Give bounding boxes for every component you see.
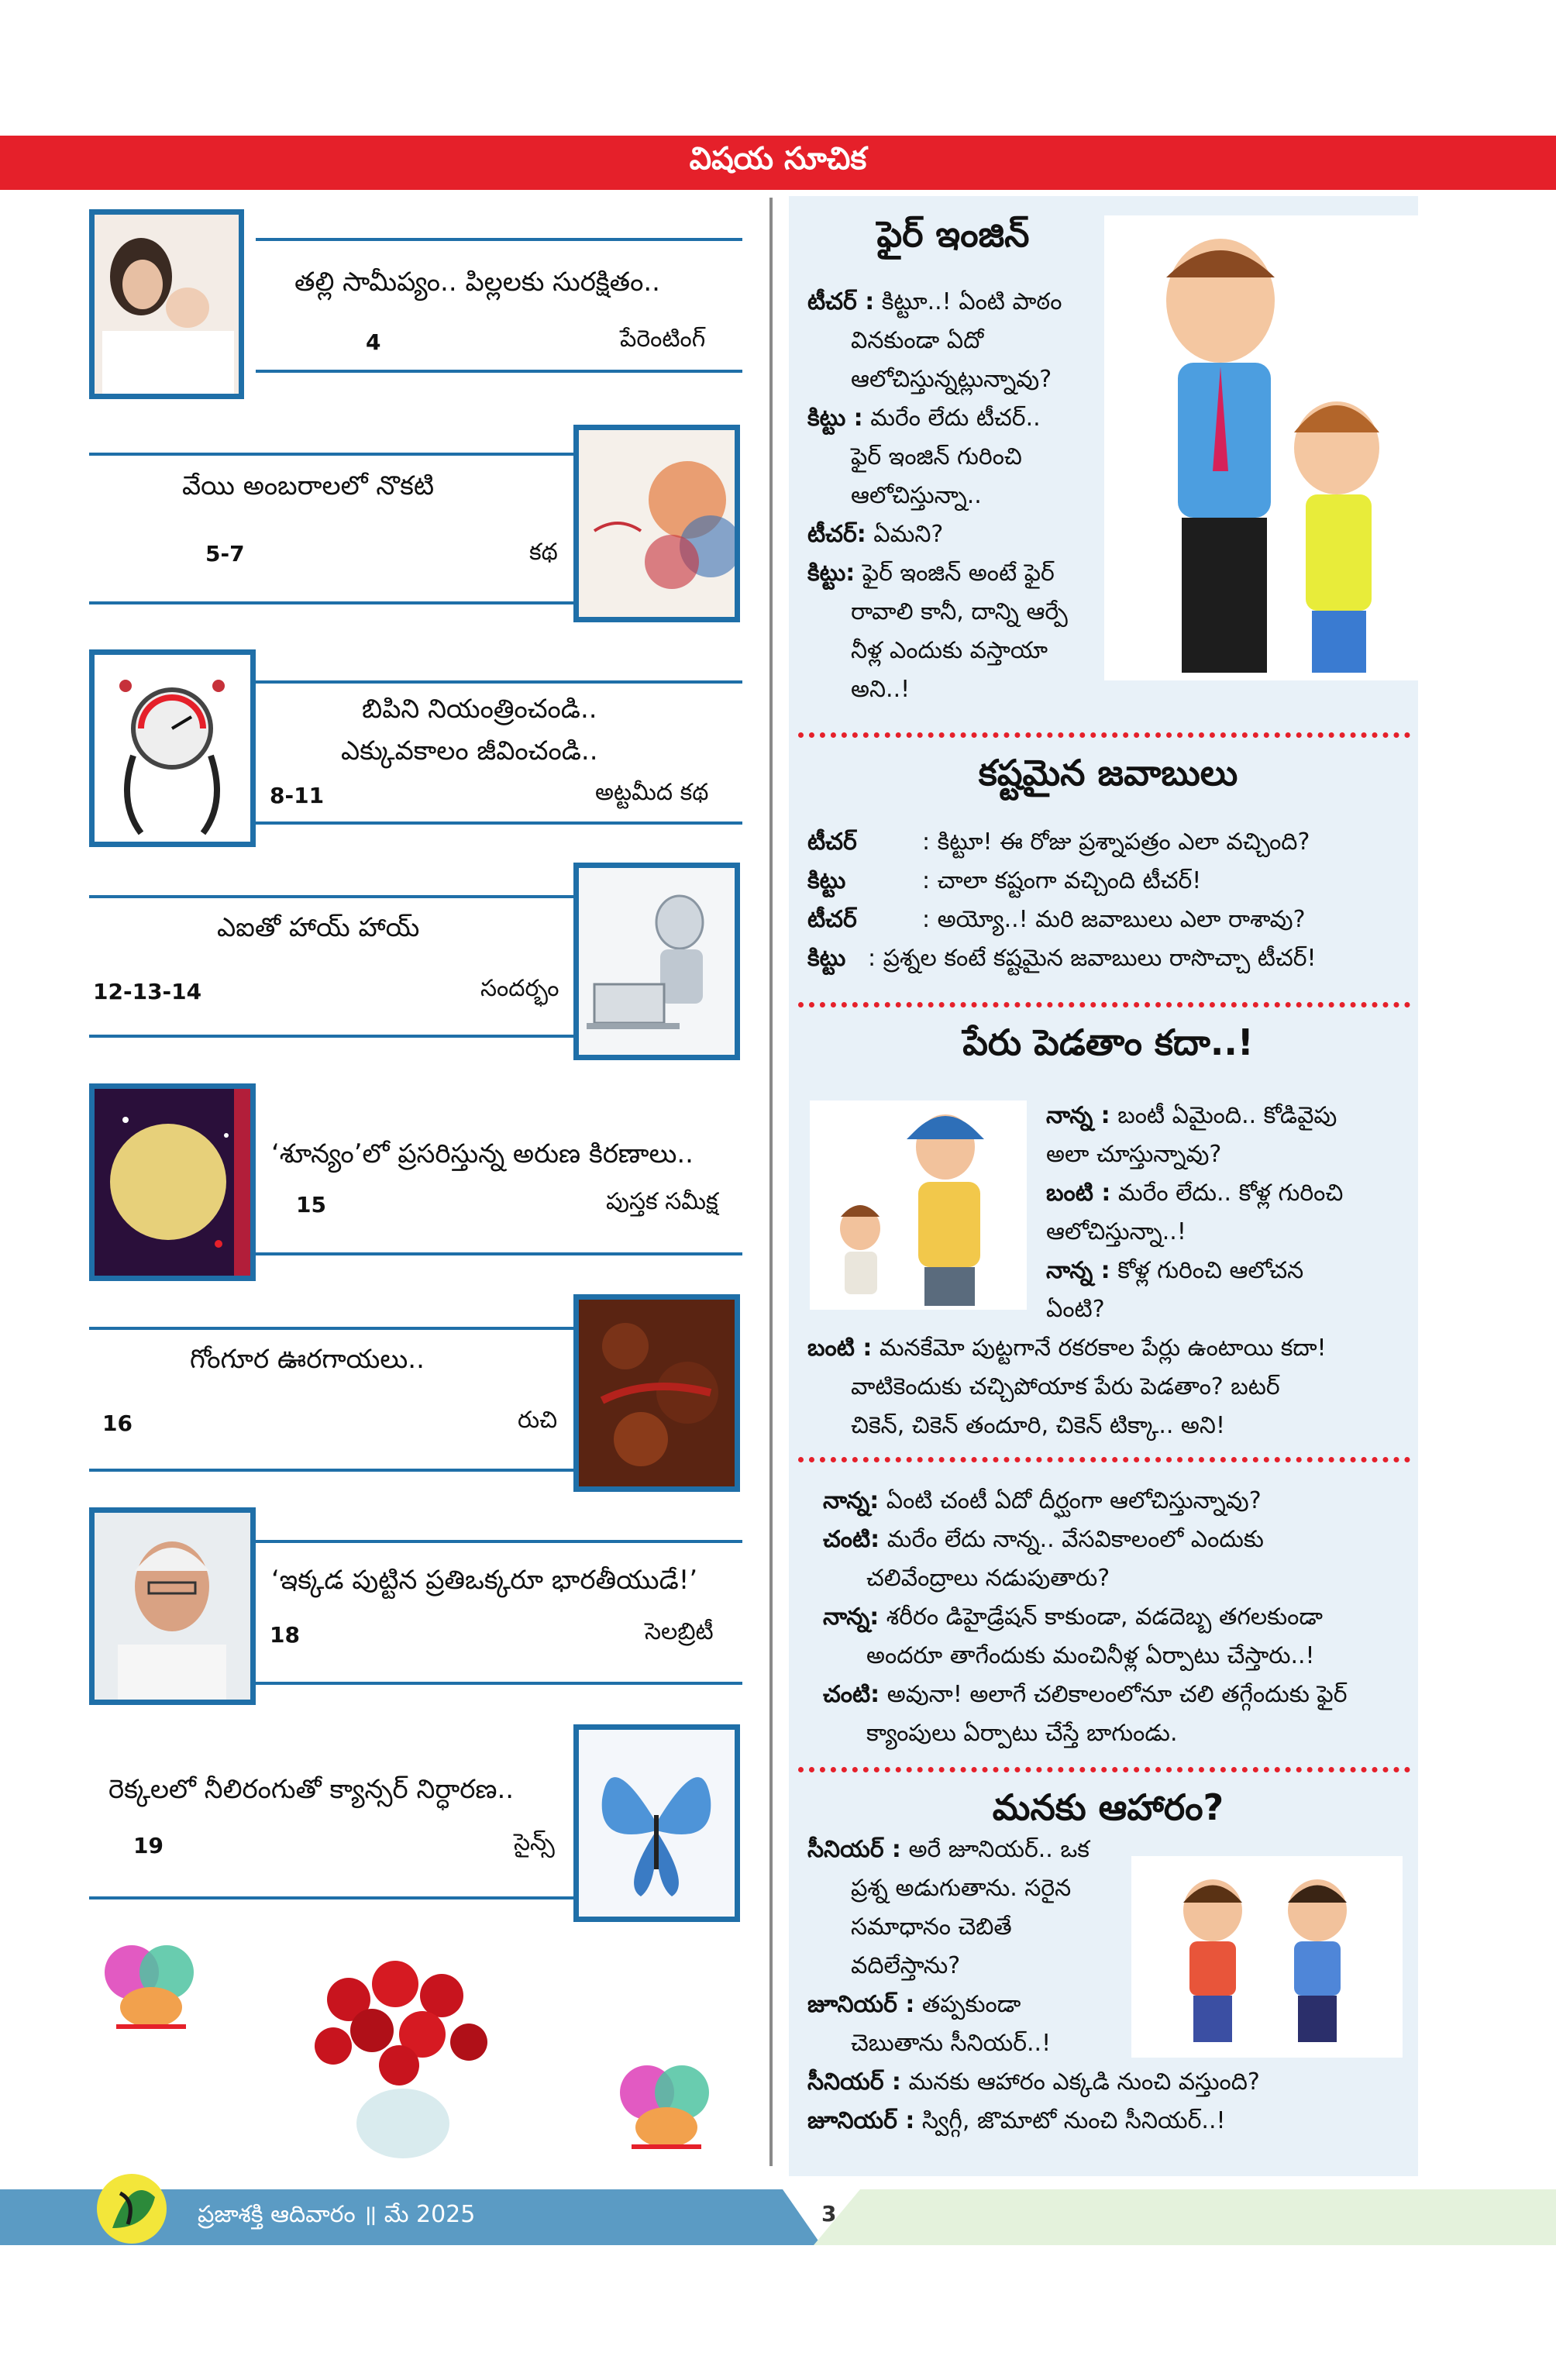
toc-category: అట్టమీద కథ (595, 779, 709, 806)
line-text: చలివేంద్రాలు నడుపుతారు? (866, 1565, 1110, 1592)
toc-line (256, 1682, 742, 1685)
toc-line (89, 1327, 577, 1330)
line-text: : ప్రశ్నల కంటే కష్టమైన జవాబులు రాసొచ్చా టీచర్! (868, 945, 1317, 972)
header-band (0, 136, 1556, 190)
line-text: వాటికెందుకు చచ్చిపోయాక పేరు పెడతాం? బటర్ (851, 1373, 1280, 1400)
speaker: నాన్న : (1046, 1102, 1110, 1129)
line-text: ఏంటి చంటీ ఏదో దీర్ఘంగా ఆలోచిస్తున్నావు? (886, 1487, 1262, 1514)
line-text: అందరూ తాగేందుకు మంచినీళ్ల ఏర్పాటు చేస్తారు..! (866, 1642, 1315, 1669)
line-text: చికెన్, చికెన్ తందూరి, చికెన్ టిక్కా.. అని! (851, 1412, 1226, 1439)
toc-title: ‘శూన్యం’లో ప్రసరిస్తున్న అరుణ కిరణాలు.. (271, 1138, 694, 1169)
line-text: మరేం లేదు టీచర్.. (870, 405, 1041, 432)
line-text: అని..! (851, 676, 911, 703)
toc-category: సందర్భం (480, 975, 559, 1002)
toc-line (89, 895, 577, 898)
speaker: చంటి: (823, 1526, 880, 1553)
section-divider (798, 1457, 1410, 1462)
footer-band-right (814, 2189, 1556, 2245)
line-text: ఆలోచిస్తున్నట్లున్నావు? (851, 366, 1052, 393)
speaker: జూనియర్ : (807, 2107, 915, 2134)
toc-line (256, 1252, 742, 1255)
line-text: అరే జూనియర్.. ఒక (908, 1836, 1090, 1863)
toc-line (89, 1035, 577, 1038)
toc-category: రుచి (518, 1407, 558, 1434)
line-text: అవునా! అలాగే చలికాలంలోనూ చలి తగ్గేందుకు ఫైర్ (886, 1681, 1348, 1708)
toc-category: పేరెంటింగ్ (620, 325, 706, 353)
toc-page: 5-7 (205, 541, 245, 567)
speaker: కిట్టు (807, 945, 846, 972)
balloons-decoration-left (97, 1937, 205, 2042)
joke-title-fire-engine: ఫైర్ ఇంజిన్ (876, 213, 1030, 255)
line-text: చెబుతాను సీనియర్..! (851, 2030, 1052, 2057)
column-divider (769, 198, 773, 2166)
line-text: బంటీ ఏమైంది.. కోడివైపు (1117, 1102, 1337, 1129)
toc-title: రెక్కలలో నీలిరంగుతో క్యాన్సర్ నిర్ధారణ.. (108, 1774, 515, 1805)
speaker: సీనియర్ : (807, 2068, 901, 2096)
toc-title-line2: ఎక్కువకాలం జీవించండి.. (341, 735, 598, 766)
speaker: సీనియర్ : (807, 1836, 901, 1863)
two-boys-illustration (1131, 1856, 1403, 2058)
publication-logo-icon (89, 2166, 182, 2251)
teacher-student-illustration (1104, 215, 1418, 680)
speaker: నాన్న: (823, 1487, 880, 1514)
line-text: వదిలేస్తాను? (851, 1952, 961, 1979)
rose-bouquet-image (287, 1937, 519, 2162)
speaker: టీచర్ (807, 906, 857, 933)
line-text: అలా చూస్తున్నావు? (1046, 1141, 1222, 1168)
toc-page: 16 (102, 1410, 133, 1436)
line-text: మనకు ఆహారం ఎక్కడి నుంచి వస్తుంది? (908, 2068, 1260, 2096)
publication-footer: ప్రజాశక్తి ఆదివారం ॥ మే 2025 (198, 2201, 476, 2228)
joke-title-names: పేరు పెడతాం కదా..! (962, 1021, 1254, 1063)
toc-line (256, 370, 742, 373)
toc-item-book-review[interactable] (89, 1083, 740, 1281)
line-text: ఏంటి? (1046, 1296, 1105, 1323)
line-text: మనకేమో పుట్టగానే రకరకాల పేర్లు ఉంటాయి కదా! (879, 1335, 1327, 1362)
line-text: సమాధానం చెబితే (851, 1913, 1012, 1941)
section-divider (798, 732, 1410, 738)
robot-laptop-image (573, 863, 740, 1060)
toc-page: 19 (133, 1833, 164, 1858)
toc-item-recipe[interactable] (89, 1294, 740, 1492)
page-number: 3 (821, 2201, 837, 2227)
line-text: : చాలా కష్టంగా వచ్చింది టీచర్! (922, 867, 1202, 894)
toc-item-celebrity[interactable] (89, 1507, 740, 1705)
toc-line (256, 680, 742, 684)
line-text: వినకుండా ఏదో (851, 327, 984, 354)
butterfly-image (573, 1724, 740, 1922)
joke-title-hard-answers: కష్టమైన జవాబులు (978, 752, 1238, 794)
line-text: నీళ్ల ఎందుకు వస్తాయా (851, 637, 1048, 664)
line-text: స్విగ్గీ, జొమాటో నుంచి సీనియర్..! (921, 2107, 1226, 2134)
toc-line (89, 601, 577, 604)
toc-category: సెలబ్రిటీ (645, 1618, 714, 1645)
speaker: నాన్న: (823, 1603, 880, 1631)
toc-line (256, 1540, 742, 1543)
toc-title-line1: బిపిని నియంత్రించండి.. (362, 694, 597, 725)
line-text: రావాలి కానీ, దాన్ని ఆర్పే (851, 598, 1068, 625)
pickle-image (573, 1294, 740, 1492)
speaker: నాన్న : (1046, 1257, 1110, 1284)
line-text: ఆలోచిస్తున్నా..! (1046, 1218, 1186, 1245)
book-review-cover-image (89, 1083, 256, 1281)
line-text: కోళ్ల గురించి ఆలోచన (1117, 1257, 1304, 1284)
speaker: కిట్టు : (807, 405, 863, 432)
page-title: విషయ సూచిక (689, 141, 867, 177)
toc-line (89, 1469, 577, 1472)
toc-title: వేయి అంబరాలలో నొకటి (182, 470, 435, 501)
line-text: ఫైర్ ఇంజిన్ గురించి (851, 443, 1022, 470)
speaker: చంటి: (823, 1681, 880, 1708)
line-text: ఏమని? (873, 521, 944, 548)
toc-item-parenting[interactable] (89, 205, 740, 403)
toc-category: సైన్స్ (514, 1829, 555, 1856)
toc-category: కథ (529, 539, 558, 566)
section-divider (798, 1002, 1410, 1007)
toc-line (89, 1896, 577, 1900)
speaker: బంటి : (1046, 1180, 1111, 1207)
toc-title: గోంగూర ఊరగాయలు.. (190, 1344, 425, 1375)
mother-child-image (89, 209, 244, 399)
speaker: టీచర్ (807, 828, 857, 856)
toc-title: తల్లి సామీప్యం.. పిల్లలకు సురక్షితం.. (294, 267, 660, 298)
line-text: క్యాంపులు ఏర్పాటు చేస్తే బాగుండు. (866, 1720, 1178, 1747)
father-son-illustration (810, 1100, 1027, 1310)
toc-page: 15 (296, 1192, 326, 1218)
speaker: టీచర్ : (807, 288, 875, 315)
toc-line (89, 453, 577, 456)
toc-category: పుస్తక సమీక్ష (606, 1188, 718, 1215)
line-text: మరేం లేదు నాన్న.. వేసవికాలంలో ఎందుకు (886, 1526, 1264, 1553)
line-text: మరేం లేదు.. కోళ్ల గురించి (1117, 1180, 1344, 1207)
balloons-decoration-right (612, 2058, 721, 2162)
book-cover-image (573, 425, 740, 622)
joke-title-food: మనకు ఆహారం? (992, 1786, 1224, 1828)
speaker: జూనియర్ : (807, 1991, 915, 2018)
line-text: తప్పకుండా (921, 1991, 1021, 2018)
toc-title: ‘ఇక్కడ పుట్టిన ప్రతిఒక్కరూ భారతీయుడే!’ (271, 1565, 698, 1596)
speaker: బంటి : (807, 1335, 873, 1362)
toc-title: ఎఐతో హాయ్ హాయ్ (217, 912, 420, 943)
line-text: ఫైర్ ఇంజిన్ అంటే ఫైర్ (862, 560, 1055, 587)
speaker: కిట్టు (807, 867, 846, 894)
speaker: కిట్టు: (807, 560, 855, 587)
speaker: టీచర్: (807, 521, 866, 548)
line-text: కిట్టూ..! ఏంటి పాఠం (881, 288, 1062, 315)
toc-line (256, 238, 742, 241)
toc-item-science[interactable] (89, 1724, 740, 1922)
toc-page: 8-11 (270, 783, 325, 808)
toc-page: 12-13-14 (93, 979, 202, 1004)
toc-page: 4 (366, 329, 381, 355)
toc-item-story[interactable] (89, 425, 740, 622)
blood-pressure-image (89, 649, 256, 847)
toc-page: 18 (270, 1622, 300, 1648)
line-text: ప్రశ్న అడుగుతాను. సరైన (851, 1875, 1072, 1902)
line-text: : కిట్టూ! ఈ రోజు ప్రశ్నాపత్రం ఎలా వచ్చింది? (922, 828, 1310, 856)
line-text: ఆలోచిస్తున్నా.. (851, 482, 982, 509)
line-text: : అయ్యో..! మరి జవాబులు ఎలా రాశావు? (922, 906, 1306, 933)
section-divider (798, 1767, 1410, 1772)
toc-item-bp[interactable] (89, 649, 740, 847)
toc-item-ai[interactable] (89, 863, 740, 1060)
line-text: శరీరం డిహైడ్రేషన్ కాకుండా, వడదెబ్బ తగలకుండా (886, 1603, 1323, 1631)
celebrity-portrait-image (89, 1507, 256, 1705)
toc-line (256, 821, 742, 825)
